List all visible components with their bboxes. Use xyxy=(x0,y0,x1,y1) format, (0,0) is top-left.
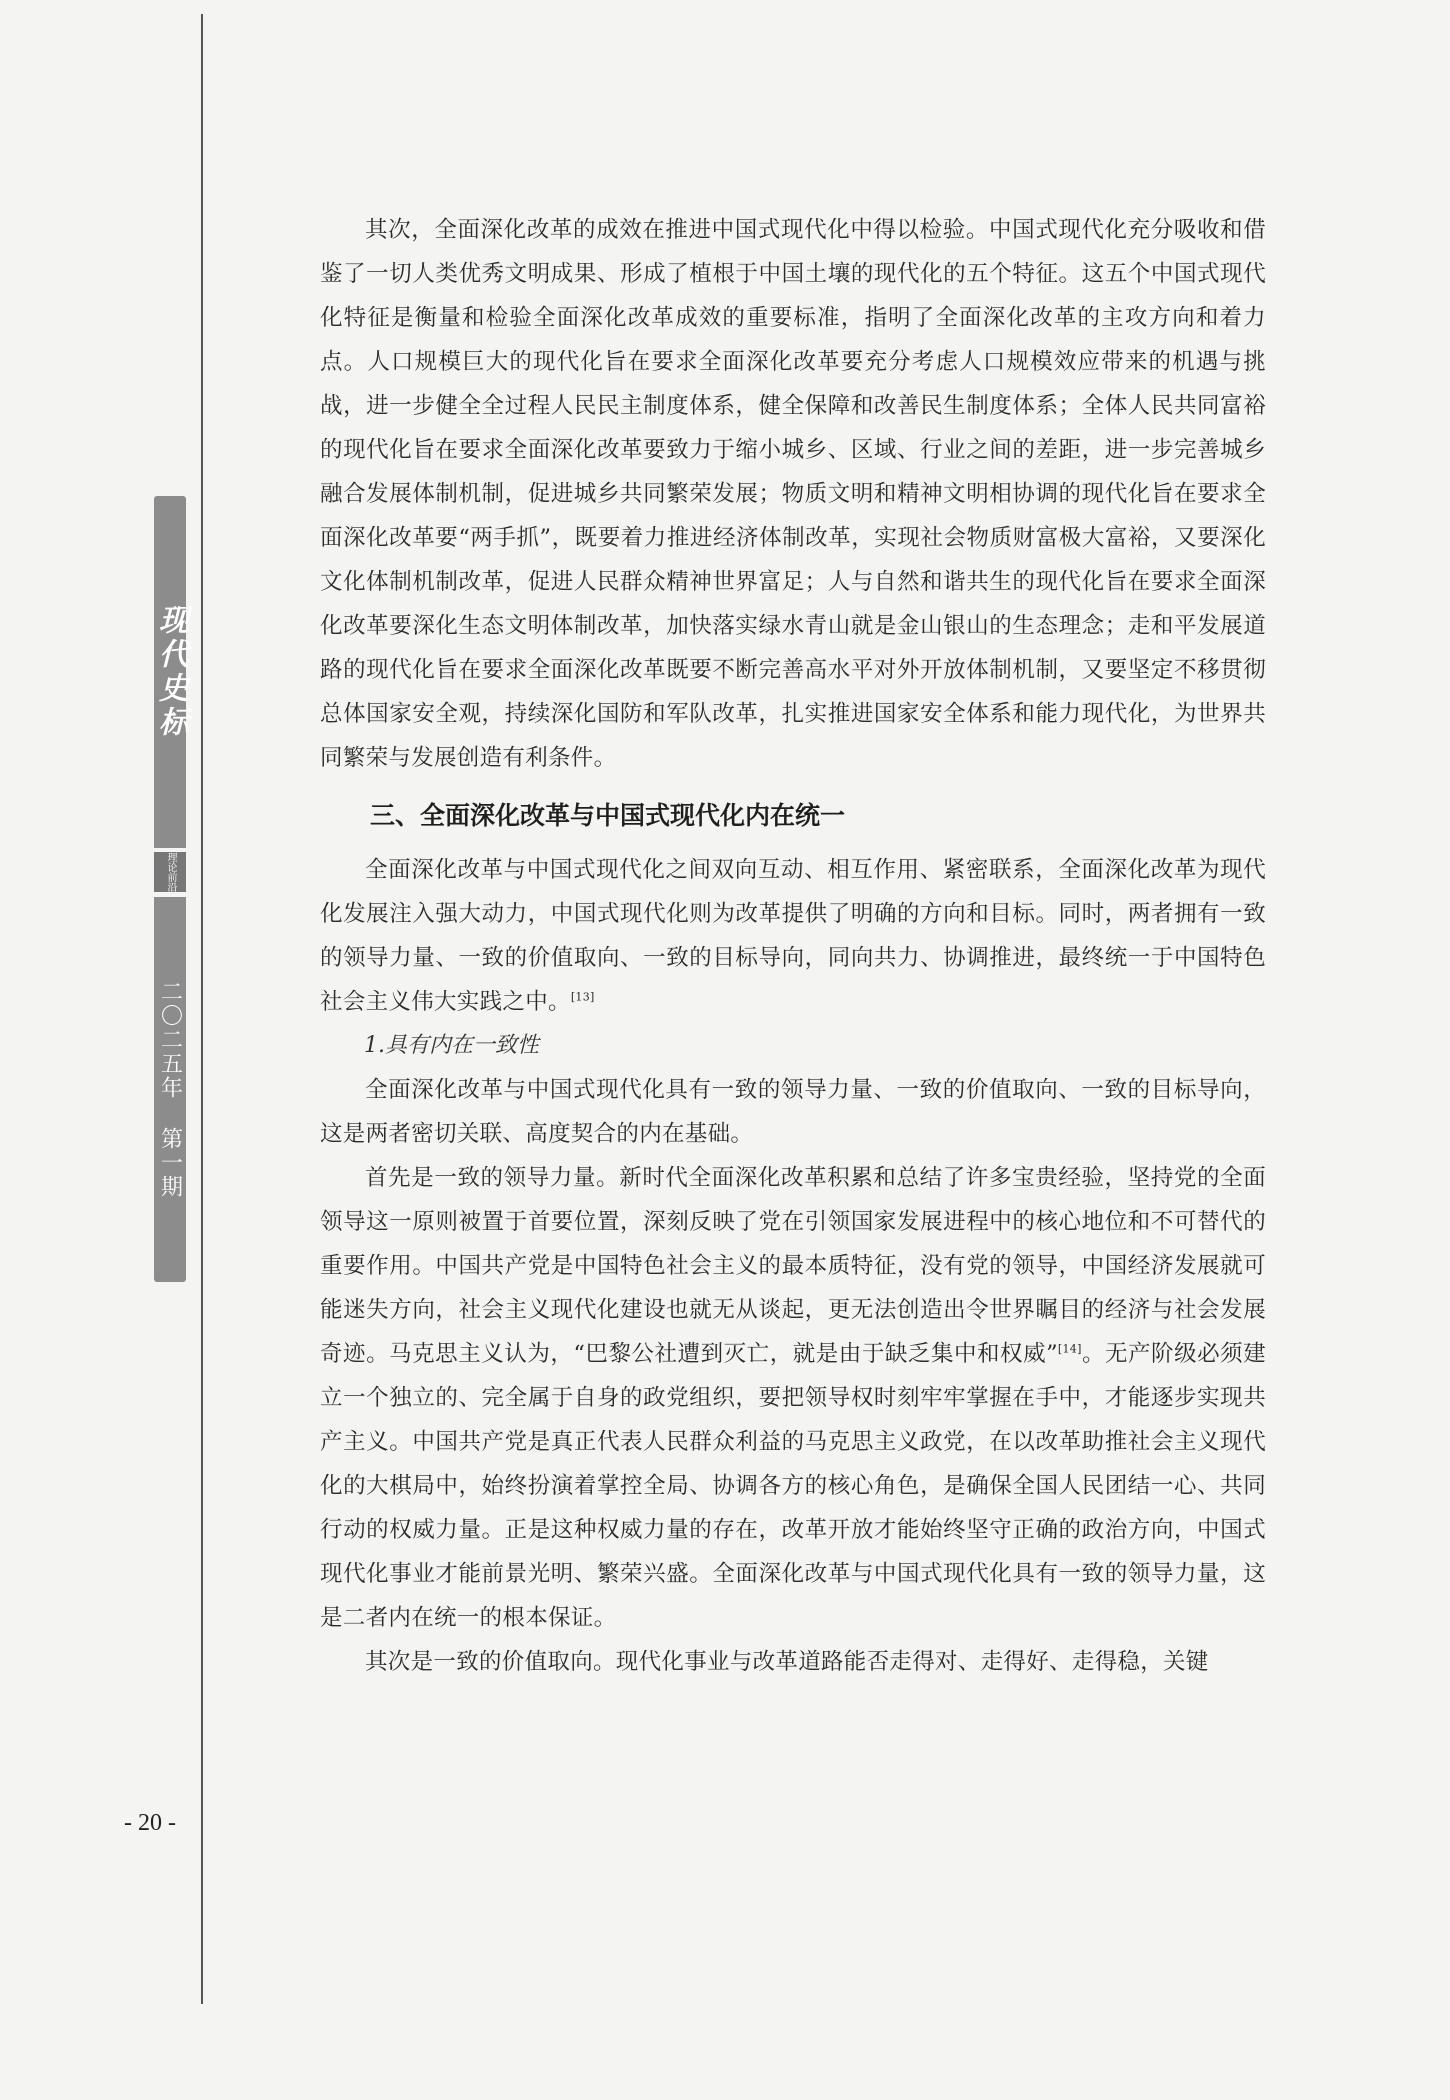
column-seal-text: 理论前沿 xyxy=(165,852,176,892)
journal-logo: 现代史标 xyxy=(153,604,188,740)
issue-tab xyxy=(154,897,186,1282)
margin-rule xyxy=(201,14,203,2004)
paragraph: 其次，全面深化改革的成效在推进中国式现代化中得以检验。中国式现代化充分吸收和借鉴了一切人类优秀文明成果、形成了植根于中国土壤的现代化的五个特征。这五个中国式现代化特征是衡量和检验全面深化改革成效的重要标准，指明了全面深化改革的主攻方向和着力点。人口规模巨大的现代化旨在要求全面深化改革要充分考虑人口规模效应带来的机遇与挑战，进一步健全全过程人民民主制度体系，健全保障和改善民生制度体系；全体人民共同富裕的现代化旨在要求全面深化改革要致力于缩小城乡、区域、行业之间的差距，进一步完善城乡融合发展体制机制，促进城乡共同繁荣发展；物质文明和精神文明相协调的现代化旨在要求全面深化改革要“两手抓”，既要着力推进经济体制改革，实现社会物质财富极大富裕，又要深化文化体制机制改革，促进人民群众精神世界富足；人与自然和谐共生的现代化旨在要求全面深化改革要深化生态文明体制改革，加快落实绿水青山就是金山银山的生态理念；走和平发展道路的现代化旨在要求全面深化改革既要不断完善高水平对外开放体制机制，又要坚定不移贯彻总体国家安全观，持续深化国防和军队改革，扎实推进国家安全体系和能力现代化，为世界共同繁荣与发展创造有利条件。 xyxy=(320,217,1266,771)
paragraph-text: 全面深化改革与中国式现代化之间双向互动、相互作用、紧密联系，全面深化改革为现代化发展注入强大动力，中国式现代化则为改革提供了明确的方向和目标。同时，两者拥有一致的领导力量、一致的价值取向、一致的目标导向，同向共力、协调推进，最终统一于中国特色社会主义伟大实践之中。 xyxy=(320,857,1266,1015)
footnote-ref: [13] xyxy=(570,990,595,1004)
page-number: - 20 - xyxy=(124,1810,176,1836)
paragraph-text: 。无产阶级必须建立一个独立的、完全属于自身的政党组织，要把领导权时刻牢牢掌握在手中，才能逐步实现共产主义。中国共产党是真正代表人民群众利益的马克思主义政党，在以改革助推社会主义现代化的大棋局中，始终扮演着掌控全局、协调各方的核心角色，是确保全国人民团结一心、共同行动的权威力量。正是这种权威力量的存在，改革开放才能始终坚守正确的政治方向，中国式现代化事业才能前景光明、繁荣兴盛。全面深化改革与中国式现代化具有一致的领导力量，这是二者内在统一的根本保证。 xyxy=(320,1341,1266,1631)
paragraph: 全面深化改革与中国式现代化具有一致的领导力量、一致的价值取向、一致的目标导向，这是两者密切关联、高度契合的内在基础。 xyxy=(320,1077,1266,1147)
paragraph-text: 首先是一致的领导力量。新时代全面深化改革积累和总结了许多宝贵经验，坚持党的全面领导这一原则被置于首要位置，深刻反映了党在引领国家发展进程中的核心地位和不可替代的重要作用。中国共产党是中国特色社会主义的最本质特征，没有党的领导，中国经济发展就可能迷失方向，社会主义现代化建设也就无从谈起，更无法创造出令世界瞩目的经济与社会发展奇迹。马克思主义认为，“巴黎公社遭到灭亡，就是由于缺乏集中和权威” xyxy=(320,1165,1266,1367)
paragraph: 其次是一致的价值取向。现代化事业与改革道路能否走得对、走得好、走得稳，关键 xyxy=(365,1649,1209,1675)
issue-label: 二〇二五年 第一期 xyxy=(157,980,183,1199)
journal-logo-tab xyxy=(154,496,186,848)
sub-heading: 1.具有内在一致性 xyxy=(364,1033,539,1058)
column-seal xyxy=(154,852,186,892)
paragraph xyxy=(320,1156,1266,1640)
paragraph xyxy=(320,848,1266,1024)
footnote-ref: [14] xyxy=(1057,1342,1082,1356)
article-body xyxy=(320,208,1266,1684)
section-heading: 三、全面深化改革与中国式现代化内在统一 xyxy=(370,801,846,830)
